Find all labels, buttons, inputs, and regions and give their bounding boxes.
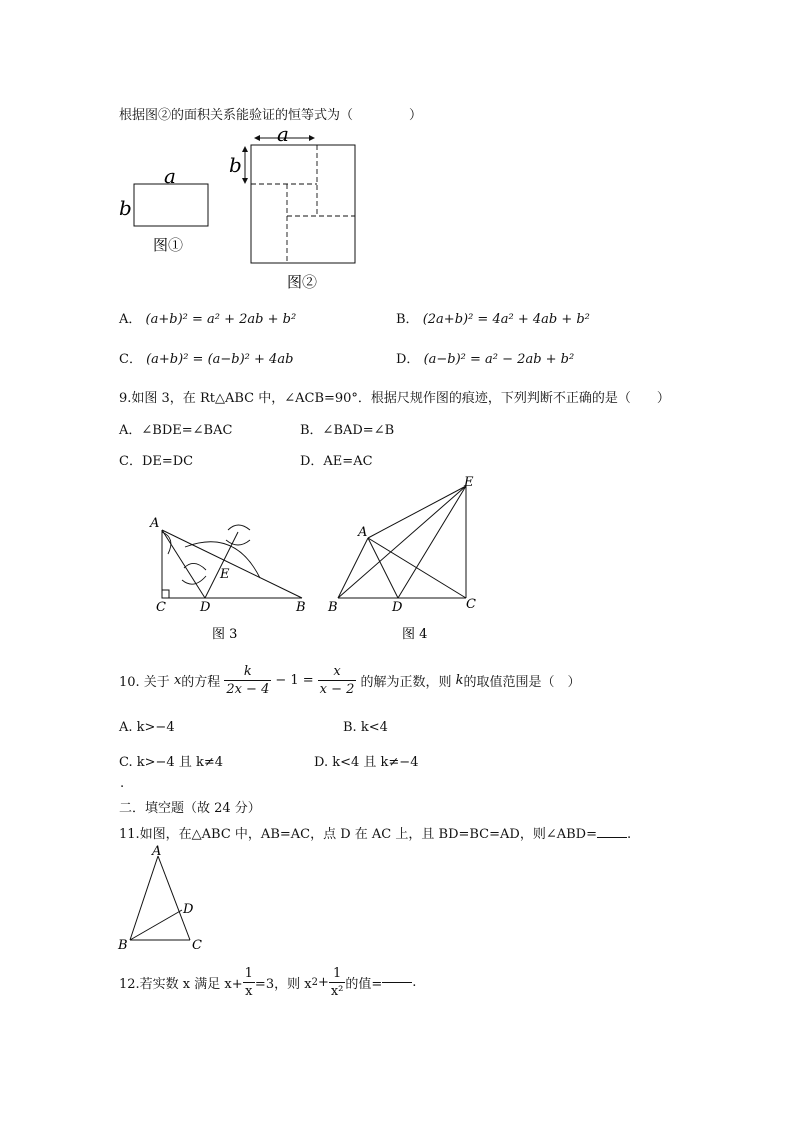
fig2-label-a: a <box>277 125 289 146</box>
q10-var-x: x <box>173 672 182 688</box>
fig3-label-a: A <box>150 516 160 531</box>
figure-q11 <box>112 842 212 954</box>
q8-option-b-formula: (2a+b)² = 4a² + 4ab + b² <box>422 312 590 327</box>
fig1-label-b: b <box>119 196 132 220</box>
q8-option-b: B． (2a+b)² = 4a² + 4ab + b² <box>396 312 590 327</box>
q10-fraction-2: $\frac{x}{x - 2}$ <box>319 663 355 697</box>
q9-option-c: C．DE=DC <box>119 454 194 469</box>
fig3-arc-mark-1 <box>184 563 206 570</box>
figure-3 <box>140 510 320 645</box>
fig4-side-be <box>338 486 466 598</box>
q11-label-d: D <box>183 902 194 917</box>
q8-stem-text: 根据图②的面积关系能验证的恒等式为（ <box>119 108 354 123</box>
fig3-caption: 图 3 <box>212 627 238 642</box>
fig3-arc-mark-3 <box>228 525 250 530</box>
fig4-label-e: E <box>464 475 474 490</box>
figure-1 <box>110 160 220 260</box>
q10-option-b: B. k<4 <box>343 720 388 735</box>
q9-stem: 9.如图 3，在 Rt△ABC 中，∠ACB=90°．根据尺规作图的痕迹，下列判断不正确的是（ ） <box>119 391 670 406</box>
section-2-title: 二．填空题（故 24 分） <box>119 801 261 816</box>
q12-stem: 12.若实数 x 满足 x+ $\frac{1}{x}$ =3，则 x 2 + $\frac{1}{\text{x²}}$ 的值= . <box>119 965 417 999</box>
q10-fraction-1: $\frac{k}{2x - 4}$ <box>226 663 270 697</box>
fig2-square <box>251 145 355 263</box>
q10-option-c: C. k>−4 且 k≠4 <box>119 755 223 770</box>
q12-fraction-2: $\frac{1}{\text{x²}}$ <box>330 965 344 999</box>
q11-segment-bd <box>130 910 182 940</box>
fig3-label-b: B <box>296 600 306 615</box>
q9-option-a: A．∠BDE=∠BAC <box>119 423 233 438</box>
q11-label-c: C <box>192 938 202 953</box>
fig1-caption: 图① <box>153 236 184 254</box>
q11-label-b: B <box>118 938 128 953</box>
q10-option-d: D. k<4 且 k≠−4 <box>314 755 419 770</box>
fig3-label-d: D <box>200 600 211 615</box>
q8-option-c: C． (a+b)² = (a−b)² + 4ab <box>119 352 294 367</box>
fig4-label-a: A <box>358 525 368 540</box>
figure-4 <box>320 472 490 647</box>
fig1-rectangle <box>134 184 208 226</box>
q12-fraction-1: $\frac{1}{x}$ <box>244 965 253 999</box>
fig3-arc-left <box>162 532 171 554</box>
q9-option-d: D．AE=AC <box>300 454 373 469</box>
q12-superscript: 2 <box>311 976 318 988</box>
fig2-caption: 图② <box>287 273 318 291</box>
fig4-label-b: B <box>328 600 338 615</box>
fig4-side-ae <box>368 486 466 538</box>
fig4-label-c: C <box>466 597 476 612</box>
q11-side-ac <box>158 856 190 940</box>
q12-answer-blank[interactable] <box>382 982 412 983</box>
q8-stem-end: ） <box>409 108 423 123</box>
fig3-label-c: C <box>156 600 166 615</box>
fig4-side-ab <box>338 538 368 598</box>
q11-label-a: A <box>152 844 162 859</box>
fig2-dashed-lines <box>251 145 355 263</box>
q8-option-c-formula: (a+b)² = (a−b)² + 4ab <box>146 352 294 367</box>
fig3-right-angle <box>162 590 169 598</box>
q9-option-b: B．∠BAD=∠B <box>300 423 395 438</box>
fig2-label-b: b <box>229 153 242 177</box>
fig3-arc-mark-4 <box>226 540 250 545</box>
fig4-label-d: D <box>392 600 403 615</box>
figure-2 <box>225 125 365 295</box>
q8-option-d-formula: (a−b)² = a² − 2ab + b² <box>423 352 575 367</box>
q11-stem: 11.如图，在△ABC 中，AB=AC，点 D 在 AC 上，且 BD=BC=AD，则∠ABD= . <box>119 827 632 842</box>
q8-option-a-formula: (a+b)² = a² + 2ab + b² <box>145 312 297 327</box>
fig3-label-e: E <box>220 567 230 582</box>
q10-var-k: k <box>455 672 464 688</box>
fig4-side-de <box>398 486 466 598</box>
q8-option-d: D． (a−b)² = a² − 2ab + b² <box>396 352 575 367</box>
q11-side-ab <box>130 856 158 940</box>
q10-option-a: A. k>−4 <box>119 720 175 735</box>
q8-stem <box>119 104 422 123</box>
q11-answer-blank[interactable] <box>597 837 627 838</box>
q8-option-a: A． (a+b)² = a² + 2ab + b² <box>119 312 297 327</box>
q10-dot: . <box>120 776 125 791</box>
fig4-caption: 图 4 <box>402 627 428 642</box>
fig1-label-a: a <box>164 164 176 188</box>
q10-stem: 10. 关于 x 的方程 $\frac{k}{2x - 4}$ − 1 = $\frac{x}{x - 2}$ 的解为正数，则 k 的取值范围是（ ） <box>119 663 581 697</box>
